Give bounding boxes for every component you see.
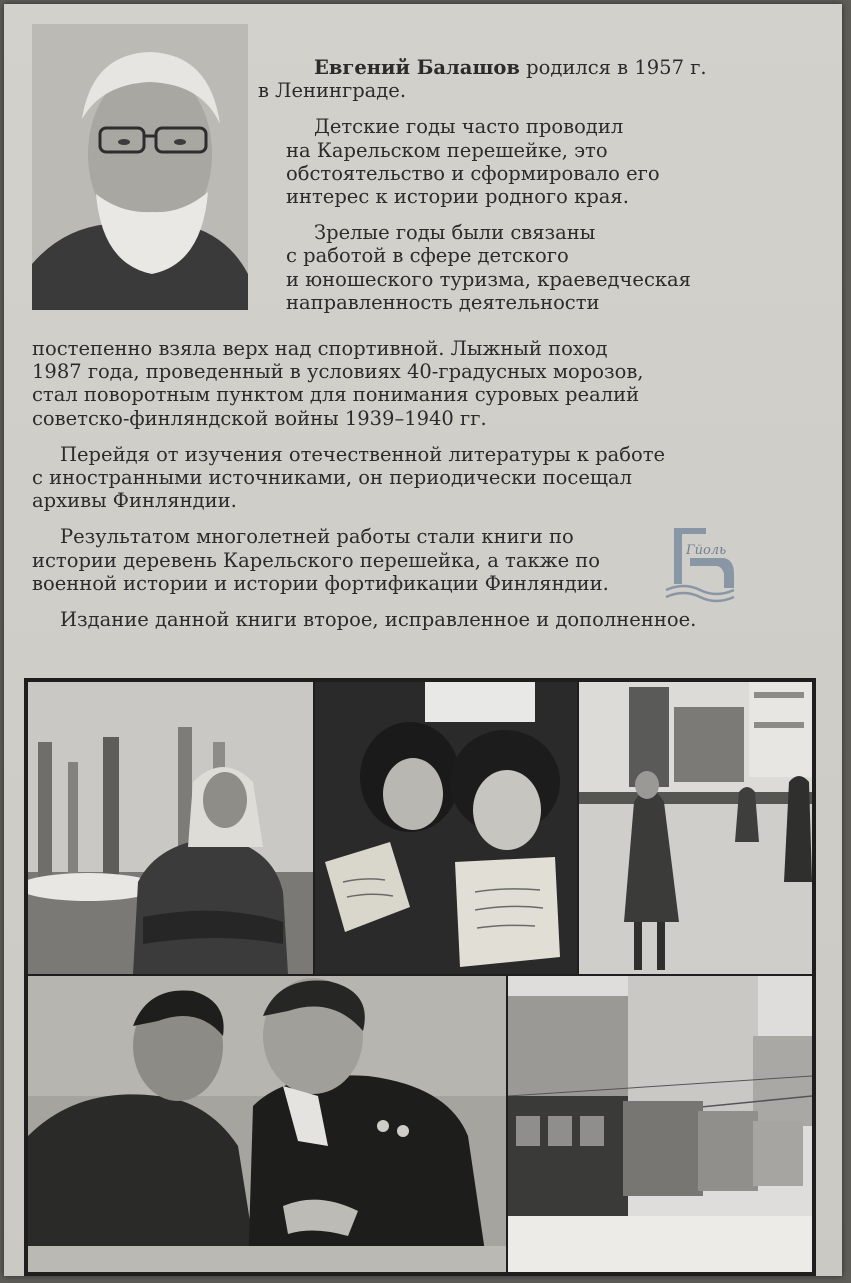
photo-street-image	[579, 682, 812, 974]
bio-paragraph-5: Результатом многолетней работы стали книги по истории деревень Карельского перешейка, а также по военной истории и истории фортификации Финляндии.	[32, 525, 609, 595]
bio-paragraph-2: Детские годы часто проводил на Карельском перешейке, это обстоятельство и сформировало его интерес к истории родного края.	[286, 115, 660, 209]
portrait-image	[32, 24, 248, 310]
photo-trams	[508, 976, 812, 1272]
back-cover	[4, 4, 842, 1276]
bio-paragraph-3-end: постепенно взяла верх над спортивной. Лыжный поход 1987 года, проведенный в условиях 40-градусных морозов, стал поворотным пунктом для понимания суровых реалий советско-финляндской войны 1939–1940 гг.	[32, 337, 644, 430]
photo-street	[579, 682, 812, 974]
photo-two-men	[28, 976, 506, 1272]
publisher-logo	[660, 522, 740, 606]
author-name: Евгений Балашов	[314, 56, 520, 79]
photo-children	[315, 682, 577, 974]
author-portrait	[32, 24, 248, 310]
photo-two-men-image	[28, 976, 506, 1272]
bio-paragraph-3-start: Зрелые годы были связаны с работой в сфере детского и юношеского туризма, краеведческая направленность деятельности	[286, 221, 691, 314]
publisher-logo-text: Гйоль	[686, 543, 727, 558]
bio-paragraph-6: Издание данной книги второе, исправленное и дополненное.	[60, 608, 697, 632]
photo-trams-image	[508, 976, 812, 1272]
bio-paragraph-4: Перейдя от изучения отечественной литературы к работе с иностранными источниками, он периодически посещал архивы Финляндии.	[32, 442, 666, 513]
publisher-logo-icon	[660, 522, 740, 606]
photo-children-image	[315, 682, 577, 974]
bio-intro	[258, 56, 806, 314]
bio-paragraph-1: Евгений Балашов родился в 1957 г. в Ленинграде.	[258, 56, 707, 103]
photo-woman-ruins-image	[28, 682, 313, 974]
photo-woman-ruins	[28, 682, 313, 974]
